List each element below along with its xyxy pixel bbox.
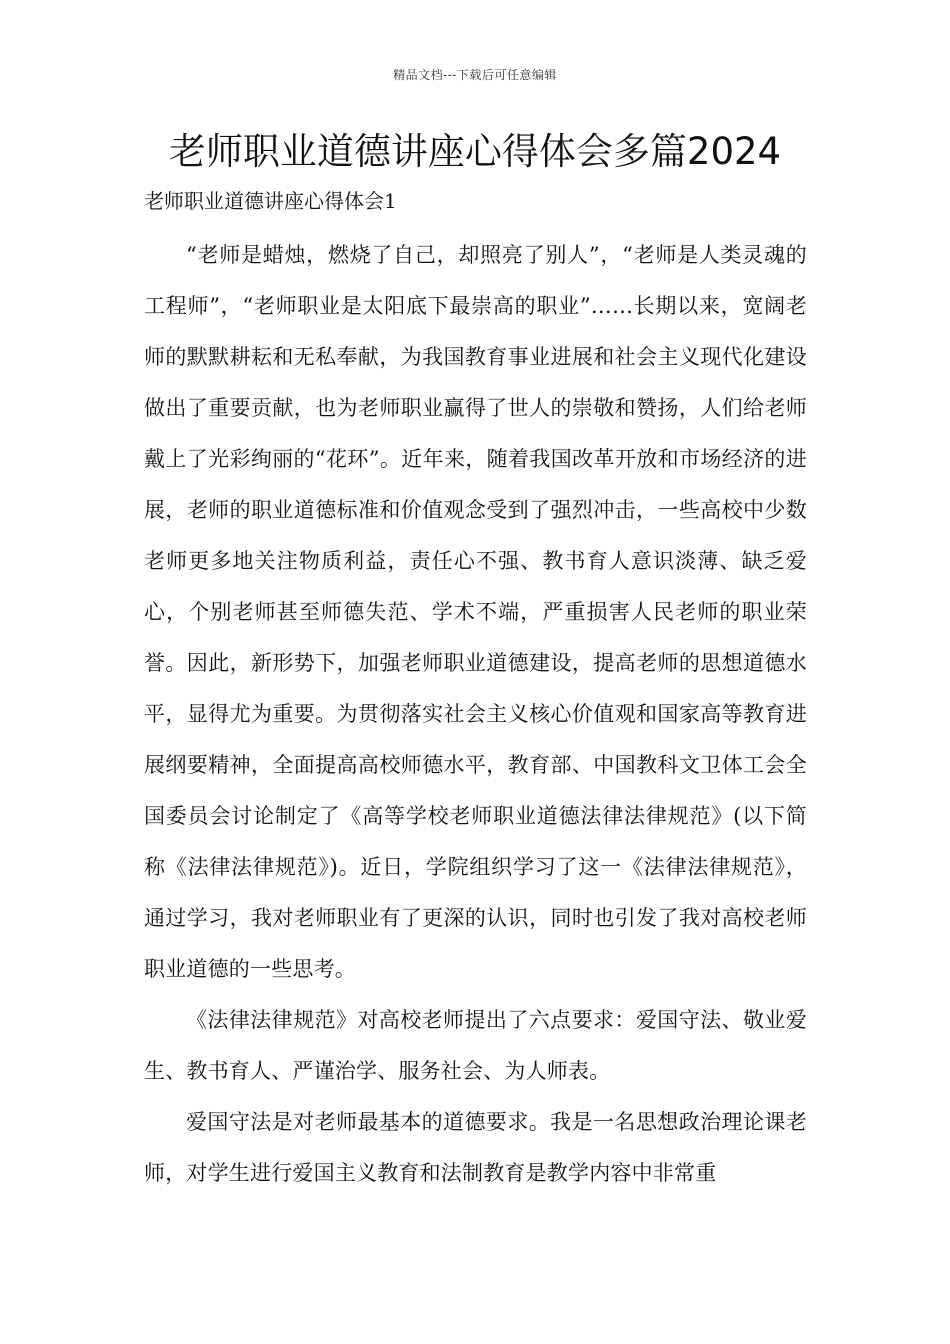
paragraph: “老师是蜡烛，燃烧了自己，却照亮了别人”，“老师是人类灵魂的工程师”，“老师职业是太阳底下最崇高的职业”……长期以来，宽阔老师的默默耕耘和无私奉献，为我国教育事业进展和社会主义现代化建设做出了重要贡献，也为老师职业赢得了世人的崇敬和赞扬，人们给老师戴上了光彩绚丽的“花环”。近年来，随着我国改革开放和市场经济的进展，老师的职业道德标准和价值观念受到了强烈冲击，一些高校中少数老师更多地关注物质利益，责任心不强、教书育人意识淡薄、缺乏爱心，个别老师甚至师德失范、学术不端，严重损害人民老师的职业荣誉。因此，新形势下，加强老师职业道德建设，提高老师的思想道德水平，显得尤为重要。为贯彻落实社会主义核心价值观和国家高等教育进展纲要精神，全面提高高校师德水平，教育部、中国教科文卫体工会全国委员会讨论制定了《高等学校老师职业道德法律法律规范》(以下简称《法律法律规范》)。近日，学院组织学习了这一《法律法律规范》，通过学习，我对老师职业有了更深的认识，同时也引发了我对高校老师职业道德的一些思考。 <box>144 243 807 981</box>
document-body <box>144 230 807 1199</box>
paragraph: 爱国守法是对老师最基本的道德要求。我是一名思想政治理论课老师，对学生进行爱国主义教育和法制教育是教学内容中非常重 <box>144 1110 807 1185</box>
document-title: 老师职业道德讲座心得体会多篇2024 <box>168 130 782 173</box>
section-heading: 老师职业道德讲座心得体会1 <box>144 189 397 213</box>
paragraph: 《法律法律规范》对高校老师提出了六点要求：爱国守法、敬业爱生、教书育人、严谨治学、服务社会、为人师表。 <box>144 1008 807 1083</box>
header-note: 精品文档---下载后可任意编辑 <box>393 68 557 82</box>
